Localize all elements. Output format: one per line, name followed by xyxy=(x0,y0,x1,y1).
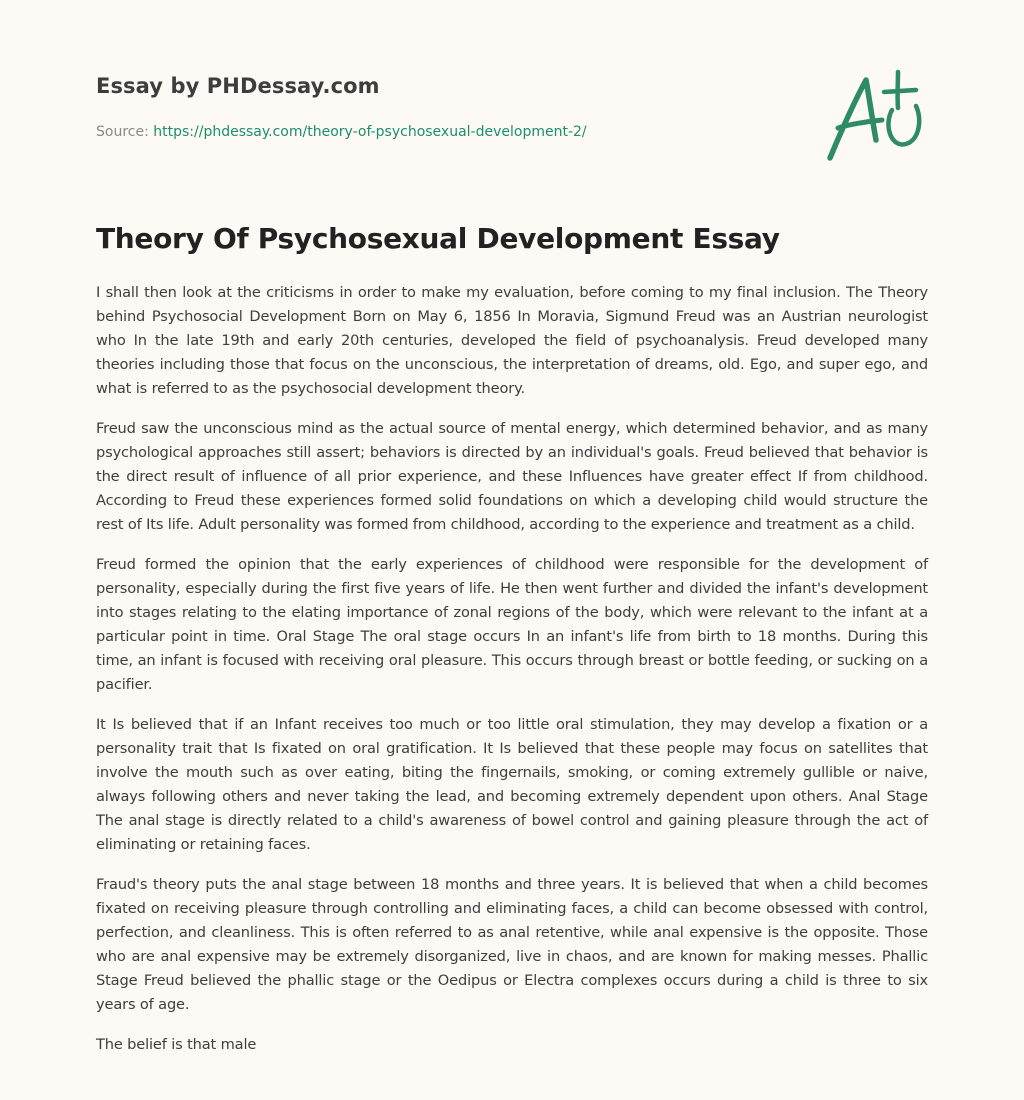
paragraph-6: The belief is that male xyxy=(96,1036,257,1053)
paragraph-2: Freud saw the unconscious mind as the actual source of mental energy, which determined behavior, and as many psychological approaches still assert; behaviors is directed by an individual's goals. Freud believed that behavior is the direct result of influence of all prior experience, and these Influences have greater effect If from childhood. According to Freud these experiences formed solid foundations on which a developing child would structure the rest of Its life. Adult personality was formed from childhood, according to the experience and treatment as a child. xyxy=(96,420,928,533)
article-title: Theory Of Psychosexual Development Essay xyxy=(96,222,780,255)
paragraph-5: Fraud's theory puts the anal stage between 18 months and three years. It is believed that when a child becomes fixated on receiving pleasure through controlling and eliminating faces, a child can become obsessed with control, perfection, and cleanliness. This is often referred to as anal retentive, while anal expensive is the opposite. Those who are anal expensive may be extremely disorganized, live in chaos, and are known for making messes. Phallic Stage Freud believed the phallic stage or the Oedipus or Electra complexes occurs during a child is three to six years of age. xyxy=(96,876,928,1013)
article xyxy=(96,222,928,1073)
paragraph-1: I shall then look at the criticisms in order to make my evaluation, before coming to my final inclusion. The Theory behind Psychosocial Development Born on May 6, 1856 In Moravia, Sigmund Freud was an Austrian neurologist who In the late 19th and early 20th centuries, developed the field of psychoanalysis. Freud developed many theories including those that focus on the unconscious, the interpretation of dreams, old. Ego, and super ego, and what is referred to as the psychosocial development theory. xyxy=(96,284,928,397)
source-link[interactable]: https://phdessay.com/theory-of-psychosexual-development-2/ xyxy=(153,124,587,140)
document-header xyxy=(96,74,928,140)
a-plus-logo-icon xyxy=(822,66,932,166)
site-title: Essay by PHDessay.com xyxy=(96,74,380,98)
source-label: Source: xyxy=(96,124,154,140)
paragraph-3: Freud formed the opinion that the early experiences of childhood were responsible for the development of personality, especially during the first five years of life. He then went further and divided the infant's development into stages relating to the elating importance of zonal regions of the body, which were relevant to the infant at a particular point in time. Oral Stage The oral stage occurs In an infant's life from birth to 18 months. During this time, an infant is focused with receiving oral pleasure. This occurs through breast or bottle feeding, or sucking on a pacifier. xyxy=(96,556,928,693)
paragraph-4: It Is believed that if an Infant receives too much or too little oral stimulation, they may develop a fixation or a personality trait that Is fixated on oral gratification. It Is believed that these people may focus on satellites that involve the mouth such as over eating, biting the fingernails, smoking, or coming extremely gullible or naive, always following others and never taking the lead, and becoming extremely dependent upon others. Anal Stage The anal stage is directly related to a child's awareness of bowel control and gaining pleasure through the act of eliminating or retaining faces. xyxy=(96,716,928,853)
source-line xyxy=(96,124,587,140)
